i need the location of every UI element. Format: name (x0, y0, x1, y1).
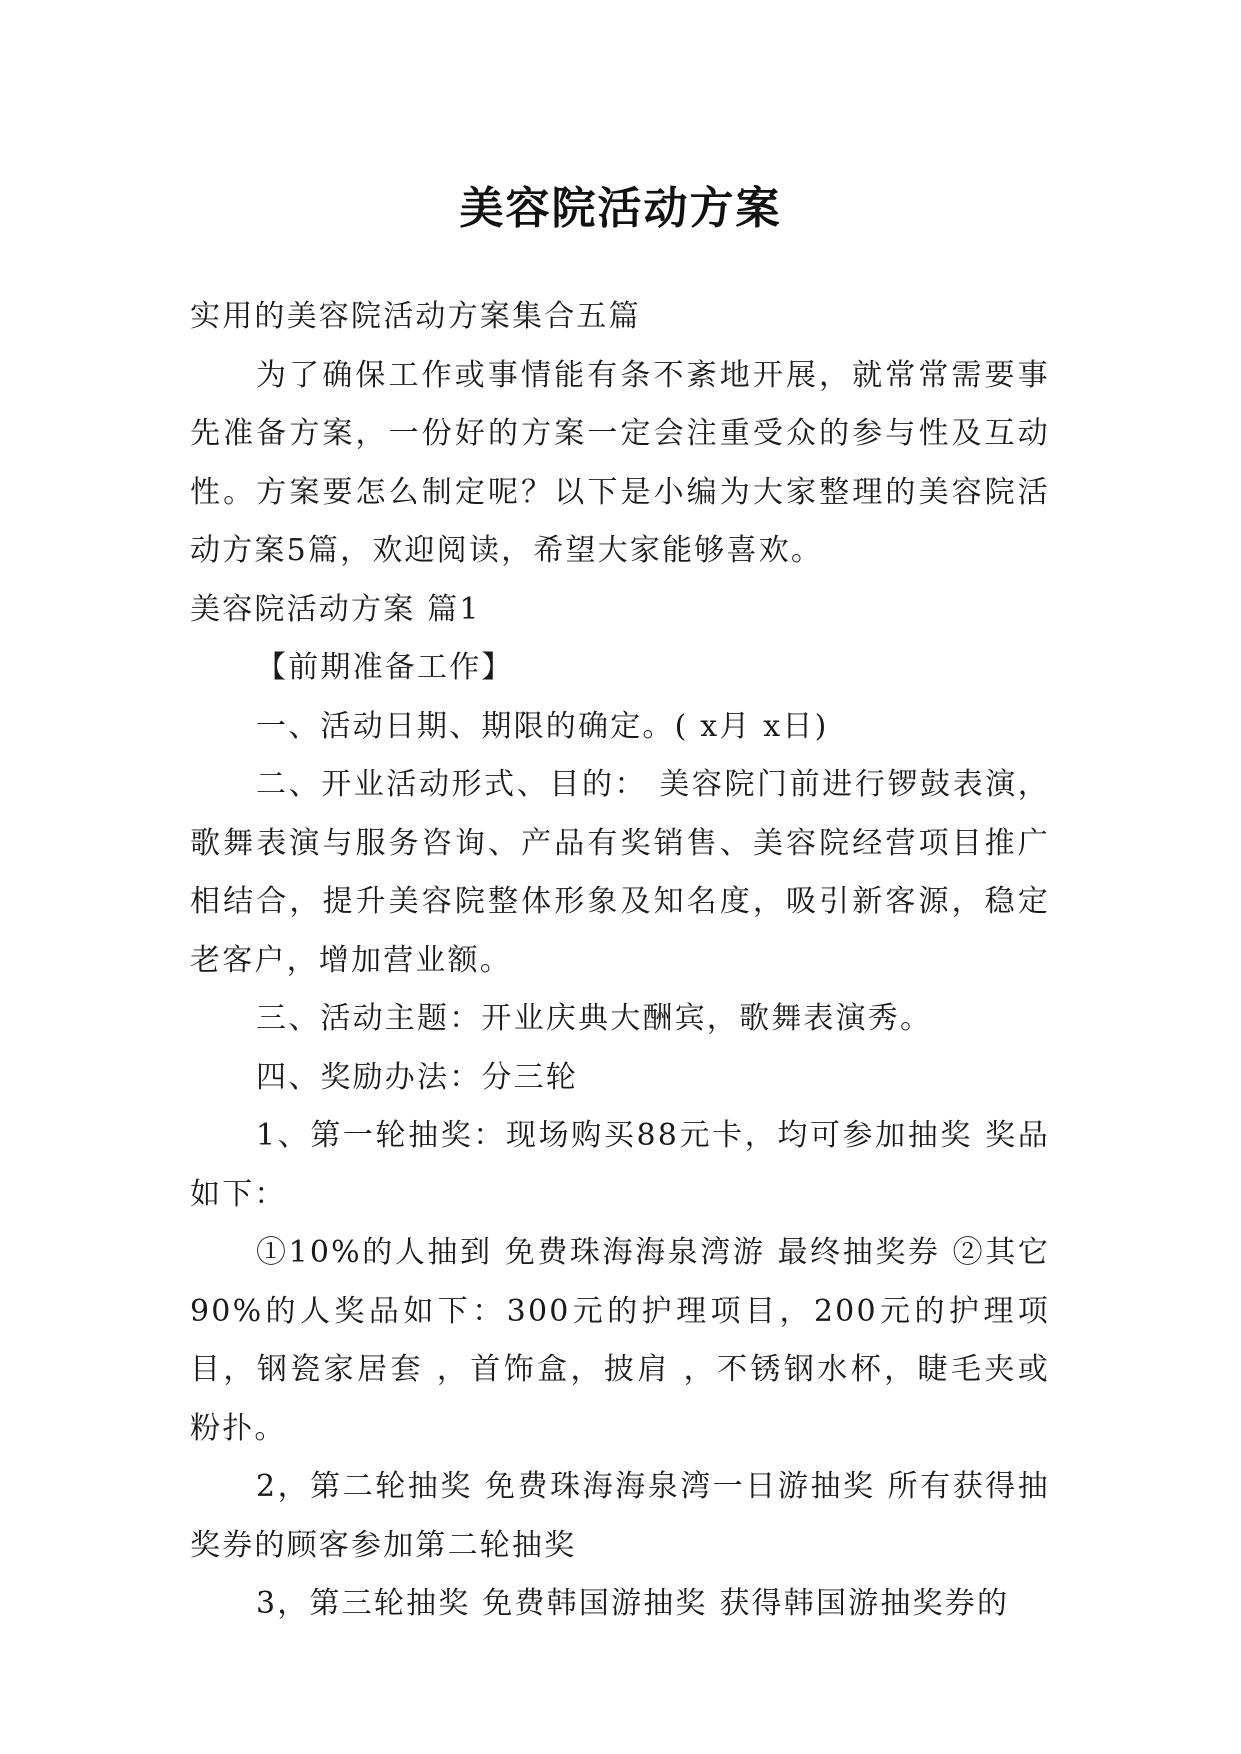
intro-paragraph: 为了确保工作或事情能有条不紊地开展，就常常需要事先准备方案，一份好的方案一定会注重受众的参与性及互动性。方案要怎么制定呢？以下是小编为大家整理的美容院活动方案5篇，欢迎阅读，希望大家能够喜欢。 (190, 357, 1050, 568)
document-subtitle: 实用的美容院活动方案集合五篇 (190, 299, 641, 334)
round-3: 3，第三轮抽奖 免费韩国游抽奖 获得韩国游抽奖券的 (256, 1586, 1010, 1621)
round-1-detail: ①10%的人抽到 免费珠海海泉湾游 最终抽奖券 ②其它90%的人奖品如下：300元的护理项目，200元的护理项目，钢瓷家居套 ，首饰盒，披肩 ，不锈钢水杯，睫毛夹或粉扑。 (190, 1235, 1050, 1446)
document-title: 美容院活动方案 (459, 183, 782, 235)
section-heading: 美容院活动方案 篇1 (190, 591, 481, 627)
item-reward-method: 四、奖励办法：分三轮 (256, 1059, 578, 1095)
round-2: 2，第二轮抽奖 免费珠海海泉湾一日游抽奖 所有获得抽奖券的顾客参加第二轮抽奖 (190, 1469, 1050, 1563)
prep-heading: 【前期准备工作】 (256, 650, 514, 685)
item-activity-date: 一、活动日期、期限的确定。( x月 x日) (256, 708, 829, 744)
item-activity-theme: 三、活动主题：开业庆典大酬宾，歌舞表演秀。 (256, 1001, 933, 1036)
round-1: 1、第一轮抽奖：现场购买88元卡，均可参加抽奖 奖品如下： (190, 1118, 1050, 1212)
item-activity-form: 二、开业活动形式、目的： 美容院门前进行锣鼓表演，歌舞表演与服务咨询、产品有奖销售、美容院经营项目推广相结合，提升美容院整体形象及知名度，吸引新客源，稳定老客户，增加营业额。 (190, 767, 1050, 978)
document-body (190, 288, 1050, 1634)
